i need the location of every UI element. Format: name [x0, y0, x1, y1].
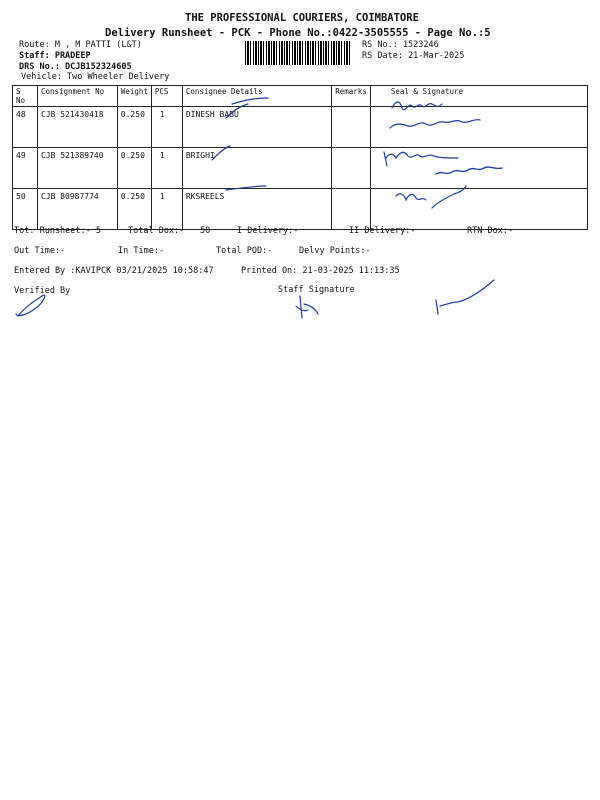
rs-no-text: RS No.: 1523246: [362, 40, 439, 50]
table-header-row: [13, 86, 588, 107]
delvy-points: Delvy Points:-: [299, 246, 371, 256]
cell-consignee: DINESH BABU: [182, 107, 331, 148]
cell-sno: 48: [13, 107, 38, 148]
col-header-consignment: Consignment No: [37, 86, 117, 107]
cell-consignment: CJB 521389740: [37, 148, 117, 189]
barcode-image: [245, 41, 350, 65]
cell-consignment: CJB 521430418: [37, 107, 117, 148]
col-header-consignee: Consignee Details: [182, 86, 331, 107]
cell-remarks: [332, 189, 371, 230]
cell-seal: [370, 148, 587, 189]
entered-by: Entered By :KAVIPCK 03/21/2025 10:58:47: [14, 266, 214, 276]
total-dox-label: Total Dox:-: [128, 226, 185, 236]
printed-on: Printed On: 21-03-2025 11:13:35: [241, 266, 400, 276]
consignment-table: [12, 85, 588, 230]
col-header-weight: Weight: [117, 86, 151, 107]
total-dox-value: 50: [200, 226, 211, 236]
col-header-seal: Seal & Signature: [370, 86, 587, 107]
staff-text: Staff: PRADEEP: [19, 51, 91, 61]
rtn-dox: RTN Dox:-: [467, 226, 514, 236]
cell-pcs: 1: [151, 148, 182, 189]
right-signature-stroke: [436, 280, 494, 314]
cell-pcs: 1: [151, 189, 182, 230]
route-text: Route: M , M PATTI (L&T): [19, 40, 142, 50]
vehicle-text: Vehicle: Two Wheeler Delivery: [21, 72, 170, 82]
cell-pcs: 1: [151, 107, 182, 148]
verified-signature-stroke: [16, 295, 45, 316]
staff-signature-stroke: [296, 296, 318, 318]
cell-remarks: [332, 107, 371, 148]
verified-by-label: Verified By: [14, 286, 71, 296]
out-time: Out Time:-: [14, 246, 66, 256]
cell-consignment: CJB 80987774: [37, 189, 117, 230]
table-row: [13, 107, 588, 148]
total-pod: Total POD:-: [216, 246, 273, 256]
cell-weight: 0.250: [117, 148, 151, 189]
col-header-sno: S No: [13, 86, 38, 107]
tot-runsheet: Tot. Runsheet:- 5: [14, 226, 101, 236]
cell-weight: 0.250: [117, 107, 151, 148]
cell-consignee: BRIGHI: [182, 148, 331, 189]
runsheet-line: Delivery Runsheet - PCK - Phone No.:0422-3505555 - Page No.:5: [105, 27, 491, 39]
staff-signature-label: Staff Signature: [278, 285, 355, 295]
cell-seal: [370, 189, 587, 230]
col-header-pcs: PCS: [151, 86, 182, 107]
table-row: [13, 189, 588, 230]
cell-sno: 49: [13, 148, 38, 189]
drs-no-text: DRS No.: DCJB152324605: [19, 62, 132, 72]
col-header-remarks: Remarks: [332, 86, 371, 107]
company-title: THE PROFESSIONAL COURIERS, COIMBATORE: [185, 12, 419, 24]
cell-seal: [370, 107, 587, 148]
rs-date-text: RS Date: 21-Mar-2025: [362, 51, 465, 61]
i-delivery: I Delivery:-: [237, 226, 299, 236]
ii-delivery: II Delivery:-: [349, 226, 416, 236]
cell-weight: 0.250: [117, 189, 151, 230]
cell-consignee: RKSREELS: [182, 189, 331, 230]
in-time: In Time:-: [118, 246, 165, 256]
cell-sno: 50: [13, 189, 38, 230]
table-row: [13, 148, 588, 189]
cell-remarks: [332, 148, 371, 189]
